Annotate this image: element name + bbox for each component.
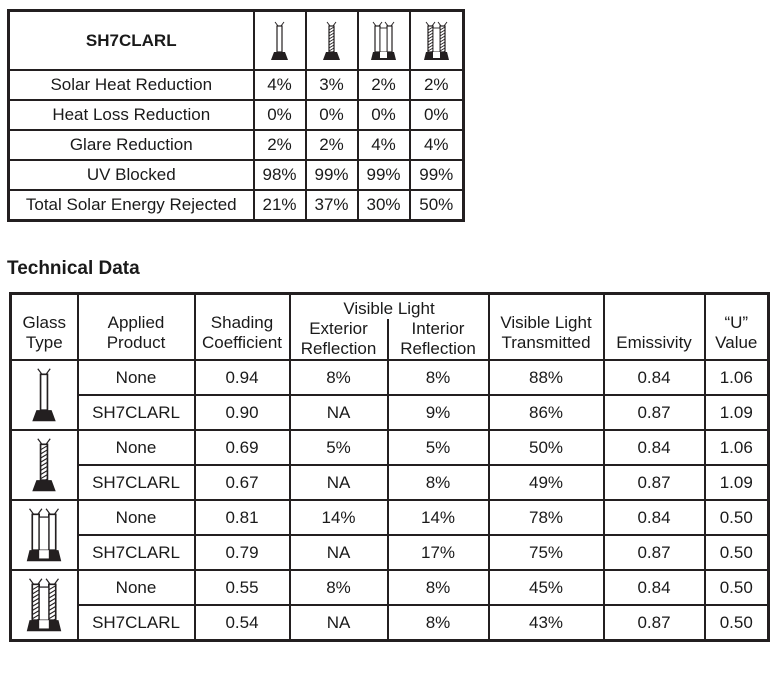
single-clear-glass-icon — [255, 20, 305, 62]
interior-reflection: 8% — [388, 465, 489, 500]
header-visible-light: Visible Light — [290, 294, 489, 320]
emissivity: 0.84 — [604, 360, 705, 395]
interior-reflection: 17% — [388, 535, 489, 570]
shading-coefficient: 0.79 — [195, 535, 290, 570]
u-value: 1.06 — [705, 360, 769, 395]
summary-row — [9, 100, 464, 130]
single-clear-glass-icon — [12, 366, 77, 424]
shading-coefficient: 0.67 — [195, 465, 290, 500]
tech-header-row — [11, 294, 769, 320]
u-value: 1.09 — [705, 395, 769, 430]
visible-light-transmitted: 50% — [489, 430, 604, 465]
summary-icon-cell — [306, 11, 358, 71]
summary-value: 2% — [306, 130, 358, 160]
interior-reflection: 14% — [388, 500, 489, 535]
emissivity: 0.84 — [604, 430, 705, 465]
header-shading-coefficient: Shading Coefficient — [195, 294, 290, 361]
exterior-reflection: 8% — [290, 570, 388, 605]
visible-light-transmitted: 49% — [489, 465, 604, 500]
shading-coefficient: 0.55 — [195, 570, 290, 605]
summary-row-label: UV Blocked — [9, 160, 254, 190]
applied-product: SH7CLARL — [78, 465, 195, 500]
exterior-reflection: 8% — [290, 360, 388, 395]
summary-icon-cell — [254, 11, 306, 71]
header-visible-light-transmitted: Visible Light Transmitted — [489, 294, 604, 361]
summary-value: 99% — [306, 160, 358, 190]
summary-value: 37% — [306, 190, 358, 221]
shading-coefficient: 0.69 — [195, 430, 290, 465]
applied-product: SH7CLARL — [78, 395, 195, 430]
table-row — [11, 500, 769, 535]
header-emissivity: Emissivity — [604, 294, 705, 361]
glass-type-cell — [11, 430, 78, 500]
applied-product: None — [78, 360, 195, 395]
summary-value: 3% — [306, 70, 358, 100]
summary-value: 99% — [358, 160, 410, 190]
emissivity: 0.84 — [604, 570, 705, 605]
shading-coefficient: 0.54 — [195, 605, 290, 641]
interior-reflection: 8% — [388, 570, 489, 605]
double-clear-glass-icon — [12, 506, 77, 564]
summary-value: 99% — [410, 160, 464, 190]
performance-summary-table — [7, 9, 465, 222]
glass-type-cell — [11, 360, 78, 430]
summary-row-label: Total Solar Energy Rejected — [9, 190, 254, 221]
interior-reflection: 8% — [388, 360, 489, 395]
summary-icon-cell — [358, 11, 410, 71]
summary-value: 2% — [410, 70, 464, 100]
applied-product: None — [78, 430, 195, 465]
summary-row-label: Solar Heat Reduction — [9, 70, 254, 100]
header-glass-type: Glass Type — [11, 294, 78, 361]
summary-row — [9, 190, 464, 221]
header-interior-reflection: Interior Reflection — [388, 319, 489, 360]
summary-icon-cell — [410, 11, 464, 71]
summary-value: 4% — [358, 130, 410, 160]
summary-header-row — [9, 11, 464, 71]
visible-light-transmitted: 86% — [489, 395, 604, 430]
exterior-reflection: NA — [290, 465, 388, 500]
summary-row — [9, 160, 464, 190]
shading-coefficient: 0.94 — [195, 360, 290, 395]
header-applied-product: Applied Product — [78, 294, 195, 361]
shading-coefficient: 0.90 — [195, 395, 290, 430]
table-row — [11, 605, 769, 641]
table-row — [11, 570, 769, 605]
summary-value: 0% — [410, 100, 464, 130]
table-row — [11, 535, 769, 570]
table-row — [11, 395, 769, 430]
table-row — [11, 465, 769, 500]
header-u-value: “U” Value — [705, 294, 769, 361]
u-value: 0.50 — [705, 605, 769, 641]
emissivity: 0.84 — [604, 500, 705, 535]
exterior-reflection: NA — [290, 535, 388, 570]
summary-value: 4% — [254, 70, 306, 100]
summary-row — [9, 70, 464, 100]
summary-value: 50% — [410, 190, 464, 221]
double-clear-glass-icon — [359, 20, 409, 62]
visible-light-transmitted: 75% — [489, 535, 604, 570]
visible-light-transmitted: 78% — [489, 500, 604, 535]
emissivity: 0.87 — [604, 395, 705, 430]
double-tinted-glass-icon — [12, 576, 77, 634]
summary-value: 4% — [410, 130, 464, 160]
summary-value: 0% — [254, 100, 306, 130]
visible-light-transmitted: 88% — [489, 360, 604, 395]
summary-value: 2% — [254, 130, 306, 160]
emissivity: 0.87 — [604, 535, 705, 570]
technical-data-heading: Technical Data — [7, 258, 140, 279]
summary-value: 30% — [358, 190, 410, 221]
u-value: 0.50 — [705, 535, 769, 570]
summary-row-label: Glare Reduction — [9, 130, 254, 160]
summary-row-label: Heat Loss Reduction — [9, 100, 254, 130]
summary-product-name: SH7CLARL — [9, 11, 254, 71]
u-value: 1.06 — [705, 430, 769, 465]
u-value: 0.50 — [705, 570, 769, 605]
u-value: 1.09 — [705, 465, 769, 500]
exterior-reflection: NA — [290, 395, 388, 430]
summary-value: 0% — [306, 100, 358, 130]
visible-light-transmitted: 43% — [489, 605, 604, 641]
glass-type-cell — [11, 500, 78, 570]
interior-reflection: 8% — [388, 605, 489, 641]
table-row — [11, 360, 769, 395]
applied-product: SH7CLARL — [78, 535, 195, 570]
summary-value: 98% — [254, 160, 306, 190]
single-tinted-glass-icon — [307, 20, 357, 62]
applied-product: None — [78, 570, 195, 605]
header-exterior-reflection: Exterior Reflection — [290, 319, 388, 360]
exterior-reflection: 5% — [290, 430, 388, 465]
summary-value: 2% — [358, 70, 410, 100]
summary-value: 21% — [254, 190, 306, 221]
emissivity: 0.87 — [604, 605, 705, 641]
glass-type-cell — [11, 570, 78, 641]
summary-value: 0% — [358, 100, 410, 130]
interior-reflection: 5% — [388, 430, 489, 465]
exterior-reflection: 14% — [290, 500, 388, 535]
applied-product: None — [78, 500, 195, 535]
table-row — [11, 430, 769, 465]
exterior-reflection: NA — [290, 605, 388, 641]
single-tinted-glass-icon — [12, 436, 77, 494]
u-value: 0.50 — [705, 500, 769, 535]
shading-coefficient: 0.81 — [195, 500, 290, 535]
applied-product: SH7CLARL — [78, 605, 195, 641]
technical-data-table — [9, 292, 770, 642]
interior-reflection: 9% — [388, 395, 489, 430]
summary-row — [9, 130, 464, 160]
visible-light-transmitted: 45% — [489, 570, 604, 605]
double-tinted-glass-icon — [411, 20, 463, 62]
emissivity: 0.87 — [604, 465, 705, 500]
